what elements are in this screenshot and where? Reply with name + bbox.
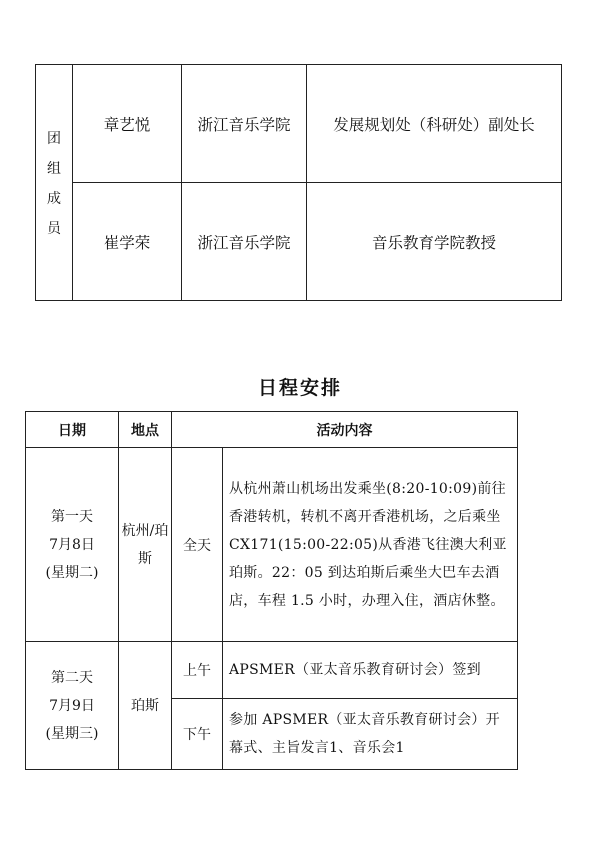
member-title: 发展规划处（科研处）副处长 xyxy=(307,65,562,183)
member-row xyxy=(36,183,562,301)
member-name: 崔学荣 xyxy=(73,183,182,301)
time-cell: 全天 xyxy=(172,448,223,642)
place-cell: 杭州/珀斯 xyxy=(119,448,172,642)
member-title: 音乐教育学院教授 xyxy=(307,183,562,301)
place-cell: 珀斯 xyxy=(119,642,172,770)
team-members-table xyxy=(35,64,562,301)
member-name: 章艺悦 xyxy=(73,65,182,183)
time-cell: 上午 xyxy=(172,642,223,699)
day-weekday: (星期三) xyxy=(45,725,99,742)
member-org: 浙江音乐学院 xyxy=(182,65,307,183)
schedule-title: 日程安排 xyxy=(257,377,342,399)
header-date: 日期 xyxy=(26,412,119,448)
activity-cell: 参加 APSMER（亚太音乐教育研讨会）开幕式、主旨发言1、音乐会1 xyxy=(223,699,518,770)
schedule-row xyxy=(26,642,518,699)
day-cell xyxy=(26,642,119,770)
activity-cell: 从杭州萧山机场出发乘坐(8:20-10:09)前往香港转机，转机不离开香港机场，之后乘坐 CX171(15:00-22:05)从香港飞往澳大利亚珀斯。22：05 到达珀斯后乘坐大巴车去酒店，车程 1.5 小时，办理入住，酒店休整。 xyxy=(223,448,518,642)
activity-cell: APSMER（亚太音乐教育研讨会）签到 xyxy=(223,642,518,699)
day-date: 7月9日 xyxy=(49,697,95,714)
group-label-char: 员 xyxy=(47,220,61,237)
group-label-char: 团 xyxy=(47,130,61,147)
schedule-table xyxy=(25,411,518,770)
header-activity: 活动内容 xyxy=(172,412,518,448)
day-date: 7月8日 xyxy=(49,536,95,553)
group-members-label xyxy=(36,65,73,301)
member-row xyxy=(36,65,562,183)
day-label: 第一天 xyxy=(51,508,93,525)
time-cell: 下午 xyxy=(172,699,223,770)
schedule-header-row xyxy=(26,412,518,448)
schedule-row xyxy=(26,448,518,642)
day-label: 第二天 xyxy=(51,669,93,686)
header-place: 地点 xyxy=(119,412,172,448)
member-org: 浙江音乐学院 xyxy=(182,183,307,301)
day-cell xyxy=(26,448,119,642)
group-label-char: 成 xyxy=(47,190,61,207)
group-label-char: 组 xyxy=(47,160,61,177)
day-weekday: (星期二) xyxy=(45,564,99,581)
